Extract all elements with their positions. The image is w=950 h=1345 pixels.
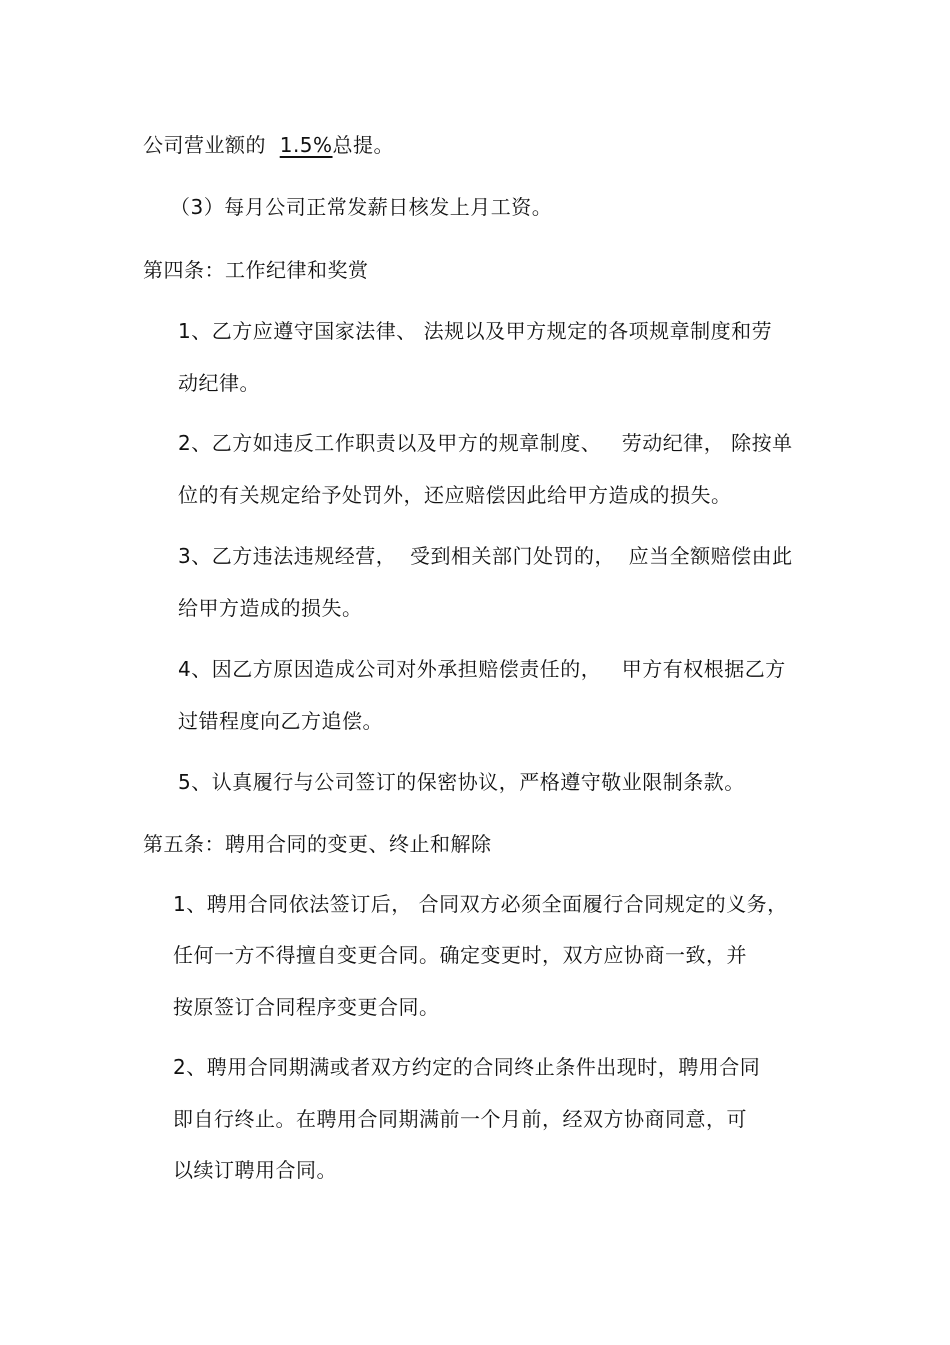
text-line-18: 即自行终止。在聘用合同期满前一个月前，经双方协商同意，可 [173,1107,747,1131]
text-line-14: 1、聘用合同依法签订后， 合同双方必须全面履行合同规定的义务， [173,892,788,916]
text-line-4: 1、乙方应遵守国家法律、 法规以及甲方规定的各项规章制度和劳 [178,319,773,343]
section-heading-4: 第四条：工作纪律和奖赏 [143,258,369,282]
text-line-12: 5、认真履行与公司签订的保密协议，严格遵守敬业限制条款。 [178,770,745,794]
text-line-11: 过错程度向乙方追偿。 [178,709,383,733]
text-line-16: 按原签订合同程序变更合同。 [173,995,440,1019]
text-line-9: 给甲方造成的损失。 [178,596,363,620]
text-line-17: 2、聘用合同期满或者双方约定的合同终止条件出现时，聘用合同 [173,1055,761,1079]
text-line-2: （3）每月公司正常发薪日核发上月工资。 [170,195,553,219]
text-line-1-prefix: 公司营业额的 [143,133,280,157]
text-line-15: 任何一方不得擅自变更合同。确定变更时，双方应协商一致，并 [173,943,747,967]
underlined-percentage: 1.5% [279,133,333,157]
text-line-10: 4、因乙方原因造成公司对外承担赔偿责任的， 甲方有权根据乙方 [178,657,786,681]
text-line-7: 位的有关规定给予处罚外，还应赔偿因此给甲方造成的损失。 [178,483,732,507]
text-line-1-suffix: 总提。 [332,133,395,157]
text-line-5: 动纪律。 [178,371,260,395]
text-line-8: 3、乙方违法违规经营， 受到相关部门处罚的， 应当全额赔偿由此 [178,544,793,568]
section-heading-5: 第五条：聘用合同的变更、终止和解除 [143,832,492,856]
text-line-19: 以续订聘用合同。 [173,1158,337,1182]
text-line-1 [143,131,394,159]
text-line-6: 2、乙方如违反工作职责以及甲方的规章制度、 劳动纪律， 除按单 [178,431,793,455]
